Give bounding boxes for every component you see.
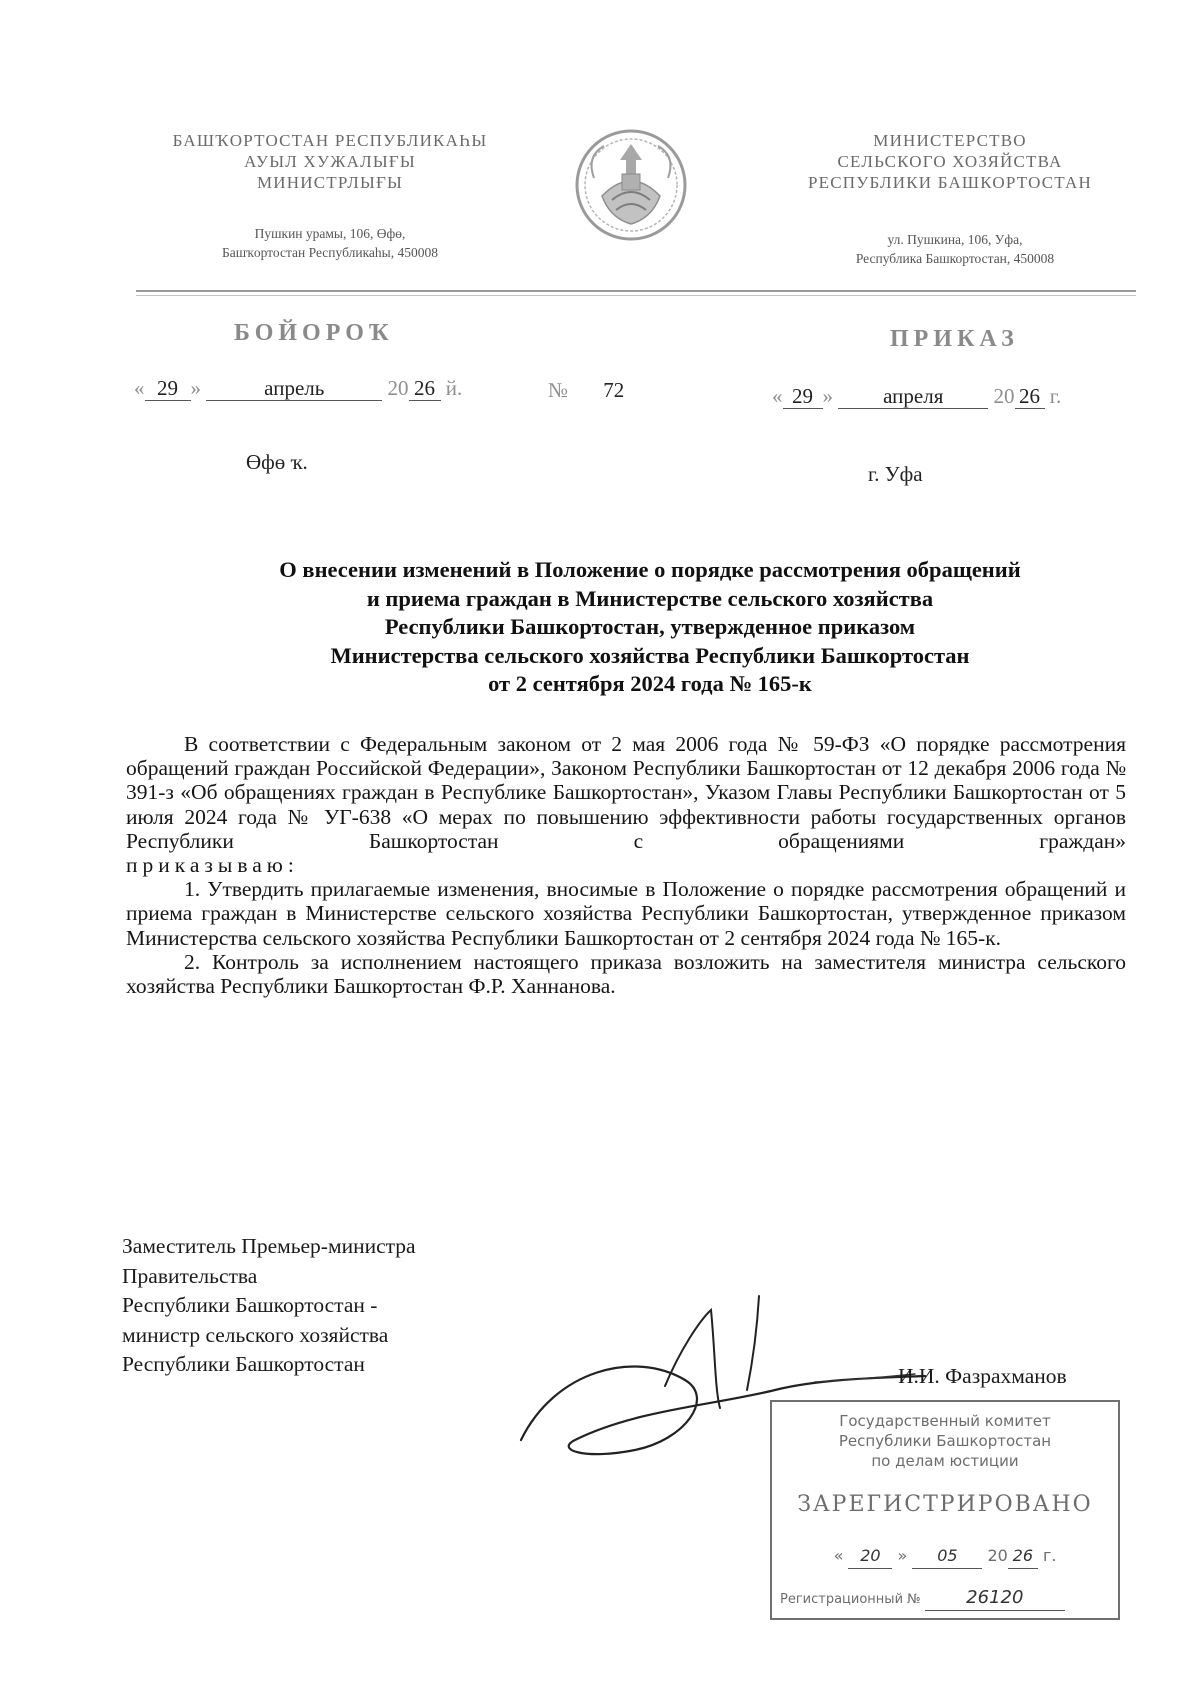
doc-number-sign: №	[548, 378, 569, 402]
header-divider-thin	[136, 295, 1136, 296]
stamp-reg-number: 26120	[925, 1586, 1065, 1611]
signer-name: И.И. Фазрахманов	[898, 1364, 1067, 1388]
body-order-word	[126, 853, 1126, 877]
header-left-address	[155, 224, 505, 262]
date-right-year-prefix: 20	[993, 384, 1015, 408]
date-left-open: «	[134, 376, 145, 400]
header-left-org-line: АУЫЛ ХУЖАЛЫҒЫ	[244, 152, 416, 171]
date-right	[772, 384, 1061, 409]
date-left-month: апрель	[206, 376, 382, 401]
date-left	[134, 376, 462, 401]
header-left-address-line: Башҡортостан Республикаһы, 450008	[221, 245, 438, 260]
coat-of-arms-icon	[572, 126, 690, 244]
date-left-close: »	[190, 376, 201, 400]
date-right-day: 29	[783, 384, 823, 409]
date-right-month: апреля	[838, 384, 988, 409]
signer-position	[122, 1232, 416, 1380]
stamp-date-day: 20	[848, 1544, 892, 1569]
header-left-org-line: БАШҠОРТОСТАН РЕСПУБЛИКАҺЫ	[172, 131, 488, 150]
doc-kind-right: ПРИКАЗ	[890, 326, 1019, 352]
signer-position-line: министр сельского хозяйства	[122, 1322, 389, 1347]
header-right-address	[795, 230, 1115, 268]
stamp-status: ЗАРЕГИСТРИРОВАНО	[797, 1492, 1093, 1517]
stamp-date-month: 05	[912, 1544, 982, 1569]
doc-kind-left: БОЙОРОҠ	[234, 320, 394, 346]
date-left-day: 29	[145, 376, 191, 401]
title-line: Республики Башкортостан, утвержденное приказом	[384, 614, 916, 639]
header-left-org-line: МИНИСТРЛЫҒЫ	[256, 173, 404, 192]
title-line: Министерства сельского хозяйства Республики Башкортостан	[330, 642, 970, 668]
header-right-org	[760, 130, 1140, 193]
body-item-2: 2. Контроль за исполнением настоящего приказа возложить на заместителя министра сельского хозяйства Республики Башкортостан Ф.Р. Ханнанова.	[126, 949, 1126, 999]
header-left-address-line: Пушкин урамы, 106, Өфө,	[254, 226, 406, 241]
coat-of-arms-drawing	[572, 126, 690, 244]
title-line: и приема граждан в Министерстве сельского хозяйства	[366, 585, 934, 611]
stamp-reg-label: Регистрационный №	[780, 1592, 921, 1607]
stamp-org-line: по делам юстиции	[871, 1452, 1019, 1470]
date-left-year: 26	[409, 376, 441, 401]
stamp-date: « 20 » 05 20 26 г.	[772, 1544, 1118, 1569]
header-left-org	[140, 130, 520, 193]
header-divider	[136, 290, 1136, 292]
stamp-reg	[780, 1586, 1065, 1611]
header-right-org-line: СЕЛЬСКОГО ХОЗЯЙСТВА	[837, 152, 1063, 171]
signer-position-line: Правительства	[122, 1263, 258, 1288]
body-item-1: 1. Утвердить прилагаемые изменения, вносимые в Положение о порядке рассмотрения обращений и приема граждан в Министерстве сельского хозяйства Республики Башкортостан, утвержденное приказом Министерства сельского хозяйства Республики Башкортостан от 2 сентября 2024 года № 165-к.	[126, 877, 1126, 950]
header-right-org-line: МИНИСТЕРСТВО	[873, 131, 1027, 150]
date-right-suffix: г.	[1049, 384, 1062, 408]
body-preamble	[126, 732, 1126, 853]
date-left-suffix: й.	[445, 376, 463, 400]
document-body	[126, 732, 1126, 998]
preamble-text: В соответствии с Федеральным законом от 2 мая 2006 года № 59-ФЗ «О порядке рассмотрения обращений граждан Российской Федерации», Законом Республики Башкортостан от 12 декабря 2006 года № 391-з «Об обращениях граждан в Республике Башкортостан», Указом Главы Республики Башкортостан от 5 июля 2024 года № УГ-638 «О мерах по повышению эффективности работы государственных органов Республики Башкортостан с обращениями граждан»	[126, 732, 1126, 853]
stamp-date-year: 26	[1008, 1544, 1038, 1569]
city-right: г. Уфа	[868, 462, 923, 486]
title-line: О внесении изменений в Положение о порядке рассмотрения обращений	[279, 557, 1021, 582]
date-right-year: 26	[1015, 384, 1045, 409]
date-left-year-prefix: 20	[387, 376, 409, 400]
title-line: от 2 сентября 2024 года № 165-к	[488, 671, 812, 696]
city-left: Өфө ҡ.	[246, 450, 308, 474]
document-title	[170, 556, 1130, 699]
order-word: приказываю:	[126, 853, 299, 878]
doc-number-value: 72	[603, 378, 625, 402]
date-right-close: »	[822, 384, 833, 408]
registration-stamp	[770, 1400, 1120, 1620]
signer-position-line: Заместитель Премьер-министра	[122, 1234, 416, 1258]
header-right-org-line: РЕСПУБЛИКИ БАШКОРТОСТАН	[808, 173, 1092, 192]
doc-number	[548, 378, 624, 403]
header-right-address-line: Республика Башкортостан, 450008	[855, 251, 1055, 266]
signer-position-line: Республики Башкортостан	[122, 1352, 365, 1376]
header-right-address-line: ул. Пушкина, 106, Уфа,	[887, 232, 1023, 247]
date-right-open: «	[772, 384, 783, 408]
stamp-org-line: Республики Башкортостан	[838, 1432, 1052, 1450]
signer-position-line: Республики Башкортостан -	[122, 1293, 378, 1317]
stamp-org-line: Государственный комитет	[839, 1412, 1051, 1430]
